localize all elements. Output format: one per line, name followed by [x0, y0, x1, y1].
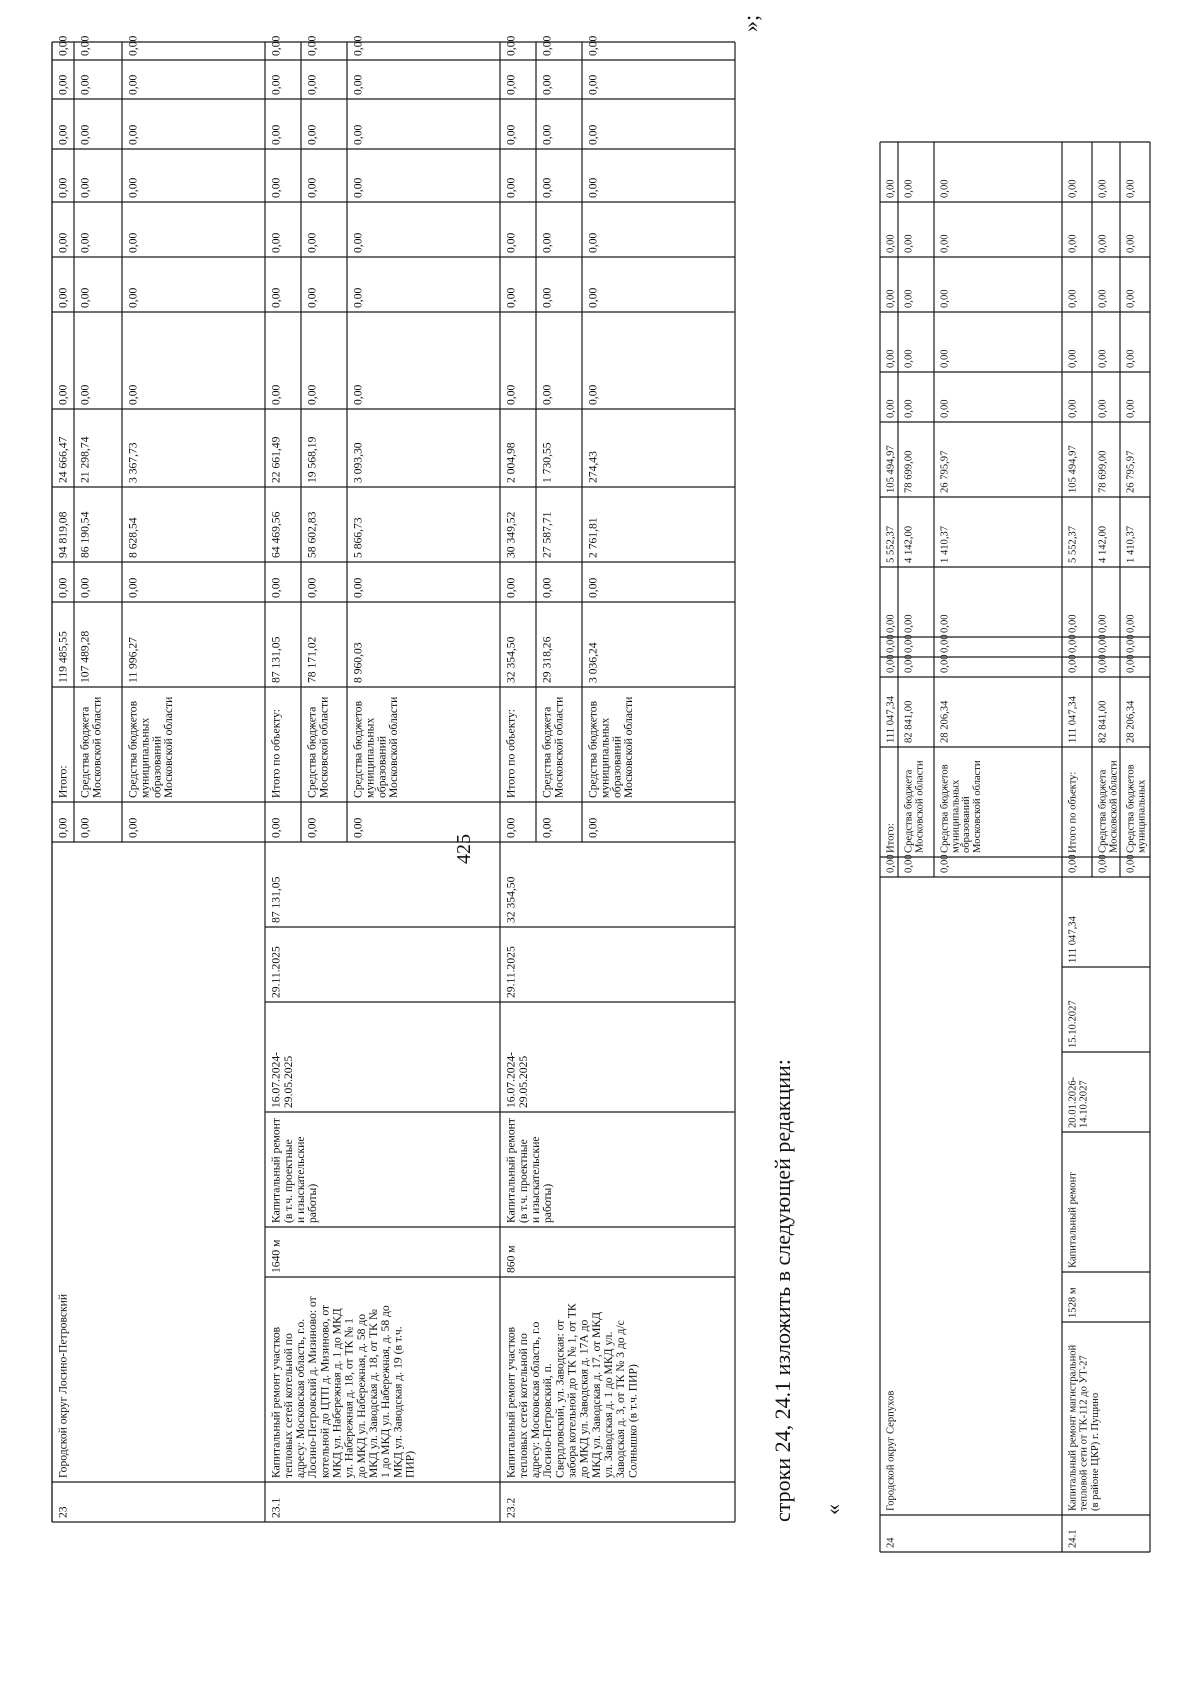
funding-amount: 0,00: [939, 179, 951, 198]
completion-date: 15.10.2027: [1067, 1000, 1079, 1048]
municipality-name: Городской округ Серпухов: [885, 1390, 897, 1511]
funding-amount: 0,00: [939, 399, 951, 418]
funding-amount: 0,00: [540, 287, 554, 308]
funding-amount: 0,00: [1097, 289, 1109, 308]
funding-amount: 0,00: [1067, 234, 1079, 253]
funding-amount: 2 004,98: [504, 442, 518, 483]
funding-amount: 0,00: [1125, 289, 1137, 308]
funding-amount: 0,00: [78, 74, 92, 95]
funding-amount: 0,00: [126, 287, 140, 308]
funding-amount: 0,00: [586, 384, 600, 405]
funding-amount: 0,00: [56, 287, 70, 308]
funding-amount: 0,00: [504, 577, 518, 598]
remaining-value: 0,00: [1125, 854, 1137, 873]
funding-amount: 3 093,30: [351, 442, 365, 483]
funding-amount: 0,00: [305, 74, 319, 95]
funding-amount: 0,00: [351, 35, 365, 56]
funding-amount: 0,00: [885, 289, 897, 308]
object-length: 860 м: [504, 1245, 518, 1273]
funding-amount: 26 795,97: [1125, 450, 1137, 493]
amendment-heading: строки 24, 24.1 изложить в следующей редакции:: [770, 1059, 795, 1522]
funding-amount: 0,00: [351, 74, 365, 95]
funding-amount: 0,00: [1067, 349, 1079, 368]
funding-amount: 1 730,55: [540, 442, 554, 483]
funding-amount: 4 142,00: [1097, 525, 1109, 563]
funding-amount: 0,00: [903, 289, 915, 308]
funding-amount: 0,00: [1097, 399, 1109, 418]
funding-amount: 0,00: [939, 349, 951, 368]
funding-amount: 19 568,19: [305, 436, 319, 483]
funding-amount: 274,43: [586, 451, 600, 483]
funding-amount: 0,00: [56, 124, 70, 145]
funding-amount: 0,00: [305, 232, 319, 253]
funding-amount: 0,00: [504, 287, 518, 308]
work-type: Капитальный ремонт(в т.ч. проектныеи изыскательскиеработы): [269, 1118, 320, 1223]
funding-amount: 0,00: [504, 74, 518, 95]
funding-source-label: Средства бюджетовмуниципальныхобразованийМосковской области: [939, 760, 984, 853]
remaining-value: 0,00: [504, 817, 518, 838]
funding-amount: 111 047,34: [885, 696, 897, 743]
funding-amount: 0,00: [1125, 349, 1137, 368]
funding-amount: 0,00: [269, 287, 283, 308]
funding-amount: 0,00: [78, 577, 92, 598]
funding-amount: 0,00: [903, 179, 915, 198]
object-length: 1528 м: [1067, 1287, 1079, 1318]
funding-amount: 0,00: [1067, 289, 1079, 308]
funding-amount: 0,00: [586, 35, 600, 56]
funding-source-label: Средства бюджетовмуниципальныхобразованийМосковской области: [351, 696, 401, 798]
remaining-value: 0,00: [126, 817, 140, 838]
funding-amount: 30 349,52: [504, 511, 518, 558]
funding-amount: 4 142,00: [903, 525, 915, 563]
remaining-value: 0,00: [305, 817, 319, 838]
funding-amount: 0,00: [885, 234, 897, 253]
funding-amount: 0,00: [1097, 234, 1109, 253]
funding-amount: 11 996,27: [126, 637, 140, 683]
funding-amount: 0,00: [586, 577, 600, 598]
funding-amount: 1 410,37: [939, 525, 951, 563]
funding-amount: 0,00: [305, 177, 319, 198]
funding-amount: 0,00: [78, 384, 92, 405]
funding-source-label: Средства бюджетовмуниципальныхобразованийМосковской области: [586, 696, 636, 798]
open-quote: «: [820, 1504, 845, 1515]
funding-amount: 64 469,56: [269, 511, 283, 558]
funding-amount: 0,00: [504, 384, 518, 405]
funding-amount: 0,00: [1125, 634, 1137, 653]
funding-amount: 0,00: [78, 232, 92, 253]
funding-amount: 21 298,74: [78, 436, 92, 483]
funding-amount: 0,00: [586, 124, 600, 145]
funding-source-label: Итого:: [885, 823, 897, 853]
object-description: Капитальный ремонт участковтепловых сетей котельной поадресу: Московская область, г.о.Лосино-Петровский д. Мизиново: откотельной до ЦТП д. Мизиново, отМКД ул. Набережная д. 1 до МКДул. Набережная д. 18, от ТК № 1до МКД ул. Набережная, д. 58 доМКД ул. Заводская д. 18, от ТК №1 до МКД ул. Набережная, д. 58 доМКД ул. Заводская д. 19 (в т.ч.ПИР): [269, 1296, 417, 1478]
funding-amount: 22 661,49: [269, 436, 283, 483]
remaining-value: 0,00: [939, 854, 951, 873]
remaining-value: 0,00: [1067, 854, 1079, 873]
page-number: 425: [453, 834, 475, 864]
funding-amount: 0,00: [504, 177, 518, 198]
funding-amount: 0,00: [269, 232, 283, 253]
funding-amount: 0,00: [126, 577, 140, 598]
funding-amount: 107 489,28: [78, 630, 92, 683]
funding-amount: 8 628,54: [126, 517, 140, 558]
funding-amount: 0,00: [1097, 634, 1109, 653]
funding-amount: 0,00: [1067, 654, 1079, 673]
funding-amount: 0,00: [540, 35, 554, 56]
funding-amount: 0,00: [1067, 634, 1079, 653]
funding-amount: 0,00: [56, 35, 70, 56]
funding-amount: 0,00: [126, 177, 140, 198]
funding-source-label: Итого по объекту:: [1067, 771, 1079, 853]
funding-amount: 0,00: [1067, 399, 1079, 418]
funding-source-label: Средства бюджетаМосковской области: [78, 696, 104, 798]
funding-amount: 105 494,97: [885, 445, 897, 493]
funding-amount: 28 206,34: [939, 700, 951, 743]
funding-amount: 0,00: [305, 384, 319, 405]
funding-amount: 0,00: [56, 74, 70, 95]
remaining-value: 0,00: [351, 817, 365, 838]
funding-source-label: Средства бюджетовмуниципальныхобразованийМосковской области: [126, 696, 176, 798]
funding-amount: 82 841,00: [1097, 700, 1109, 743]
funding-amount: 0,00: [885, 179, 897, 198]
row-number: 23: [56, 1506, 70, 1518]
funding-source-label: Итого:: [56, 765, 70, 798]
close-quote: »;: [738, 14, 763, 32]
funding-amount: 0,00: [269, 384, 283, 405]
funding-amount: 0,00: [269, 177, 283, 198]
funding-amount: 0,00: [885, 654, 897, 673]
funding-amount: 58 602,83: [305, 511, 319, 558]
funding-amount: 0,00: [903, 634, 915, 653]
funding-source-label: Средства бюджетаМосковской области: [305, 696, 331, 798]
remaining-value: 0,00: [78, 817, 92, 838]
funding-amount: 3 036,24: [586, 642, 600, 683]
funding-amount: 82 841,00: [903, 700, 915, 743]
remaining-value: 0,00: [903, 854, 915, 873]
funding-amount: 0,00: [126, 74, 140, 95]
funding-amount: 0,00: [903, 349, 915, 368]
work-type: Капитальный ремонт: [1067, 1172, 1079, 1268]
funding-amount: 0,00: [504, 124, 518, 145]
funding-amount: 0,00: [586, 74, 600, 95]
funding-amount: 87 131,05: [269, 636, 283, 683]
remaining-value: 0,00: [540, 817, 554, 838]
funding-source-label: Средства бюджетаМосковской области: [540, 696, 566, 798]
funding-amount: 0,00: [939, 654, 951, 673]
funding-amount: 8 960,03: [351, 642, 365, 683]
funding-amount: 0,00: [939, 289, 951, 308]
funding-amount: 0,00: [351, 124, 365, 145]
funding-amount: 28 206,34: [1125, 700, 1137, 743]
funding-amount: 0,00: [305, 577, 319, 598]
funding-amount: 0,00: [1097, 349, 1109, 368]
funding-amount: 5 552,37: [885, 525, 897, 563]
funding-amount: 0,00: [126, 232, 140, 253]
funding-amount: 0,00: [540, 384, 554, 405]
funding-amount: 0,00: [1067, 179, 1079, 198]
municipality-name: Городской округ Лосино-Петровский: [56, 1293, 70, 1478]
funding-amount: 0,00: [78, 124, 92, 145]
funding-source-label: Итого по объекту:: [504, 709, 518, 798]
funding-amount: 0,00: [351, 577, 365, 598]
work-type: Капитальный ремонт(в т.ч. проектныеи изыскательскиеработы): [504, 1118, 555, 1223]
funding-amount: 0,00: [939, 634, 951, 653]
funding-amount: 0,00: [305, 124, 319, 145]
funding-amount: 0,00: [903, 654, 915, 673]
funding-amount: 111 047,34: [1067, 696, 1079, 743]
funding-amount: 0,00: [1125, 399, 1137, 418]
funding-amount: 0,00: [351, 384, 365, 405]
remaining-value: 0,00: [269, 817, 283, 838]
funding-amount: 0,00: [1125, 179, 1137, 198]
funding-amount: 0,00: [351, 177, 365, 198]
funding-amount: 26 795,97: [939, 450, 951, 493]
funding-source-label: Средства бюджетаМосковской области: [903, 760, 926, 853]
row-number: 24: [885, 1537, 897, 1548]
funding-amount: 0,00: [269, 124, 283, 145]
work-period: 20.01.2026-14.10.2027: [1067, 1076, 1090, 1128]
funding-amount: 0,00: [939, 614, 951, 633]
funding-amount: 0,00: [540, 74, 554, 95]
funding-source-label: Итого по объекту:: [269, 709, 283, 798]
funding-amount: 0,00: [885, 399, 897, 418]
remaining-value: 0,00: [56, 817, 70, 838]
funding-amount: 0,00: [540, 124, 554, 145]
funding-amount: 78 171,02: [305, 636, 319, 683]
funding-amount: 0,00: [56, 232, 70, 253]
completion-date: 29.11.2025: [269, 946, 283, 998]
funding-amount: 0,00: [903, 614, 915, 633]
funding-amount: 32 354,50: [504, 636, 518, 683]
object-description: Капитальный ремонт магистральнойтепловой сети от ТК-112 до УТ-27(в районе ЦКР) г. Пущино: [1067, 1344, 1101, 1511]
funding-amount: 3 367,73: [126, 442, 140, 483]
funding-amount: 94 819,08: [56, 511, 70, 558]
funding-amount: 0,00: [351, 287, 365, 308]
funding-amount: 0,00: [269, 74, 283, 95]
funding-amount: 0,00: [56, 177, 70, 198]
object-cost: 111 047,34: [1067, 916, 1079, 963]
funding-amount: 78 699,00: [903, 450, 915, 493]
funding-amount: 0,00: [269, 35, 283, 56]
funding-source-label: Средства бюджетаМосковской области: [1097, 760, 1120, 853]
funding-amount: 0,00: [885, 614, 897, 633]
funding-amount: 0,00: [540, 232, 554, 253]
funding-amount: 105 494,97: [1067, 445, 1079, 493]
funding-amount: 0,00: [586, 232, 600, 253]
object-length: 1640 м: [269, 1239, 283, 1273]
funding-amount: 0,00: [1125, 234, 1137, 253]
row-number: 24.1: [1067, 1529, 1079, 1548]
funding-amount: 0,00: [269, 577, 283, 598]
funding-amount: 0,00: [351, 232, 365, 253]
funding-amount: 5 866,73: [351, 517, 365, 558]
funding-amount: 0,00: [126, 35, 140, 56]
funding-amount: 0,00: [1097, 179, 1109, 198]
object-description: Капитальный ремонт участковтепловых сетей котельной поадресу: Московская область, г.оЛосино-Петровский, п.Свердловский, ул. Заводская: отзабора котельной до ТК № 1, от ТКдо МКД ул. Заводская д. 17А доМКД ул. Заводская д. 17, от МКДул. Заводская д. 1 до МКД ул.Заводская д. 3, от ТК № 3 до д/сСолнышко (в т.ч. ПИР): [504, 1303, 640, 1478]
funding-amount: 0,00: [78, 287, 92, 308]
funding-source-label: Средства бюджетовмуниципальных: [1125, 764, 1148, 853]
object-cost: 87 131,05: [269, 876, 283, 923]
funding-amount: 0,00: [56, 384, 70, 405]
funding-amount: 0,00: [126, 384, 140, 405]
funding-amount: 0,00: [903, 399, 915, 418]
funding-amount: 0,00: [540, 577, 554, 598]
work-period: 16.07.2024-29.05.2025: [504, 1051, 530, 1108]
funding-amount: 0,00: [305, 35, 319, 56]
funding-amount: 0,00: [1125, 614, 1137, 633]
funding-amount: 86 190,54: [78, 511, 92, 558]
funding-amount: 0,00: [1097, 614, 1109, 633]
funding-amount: 27 587,71: [540, 511, 554, 558]
funding-amount: 29 318,26: [540, 636, 554, 683]
funding-amount: 119 485,55: [56, 631, 70, 683]
row-number: 23.1: [269, 1497, 283, 1518]
funding-amount: 0,00: [586, 287, 600, 308]
remaining-value: 0,00: [1097, 854, 1109, 873]
funding-amount: 2 761,81: [586, 517, 600, 558]
funding-amount: 0,00: [1067, 614, 1079, 633]
funding-amount: 0,00: [1097, 654, 1109, 673]
funding-amount: 78 699,00: [1097, 450, 1109, 493]
funding-amount: 0,00: [1125, 654, 1137, 673]
funding-amount: 0,00: [540, 177, 554, 198]
funding-amount: 0,00: [885, 349, 897, 368]
funding-amount: 0,00: [903, 234, 915, 253]
completion-date: 29.11.2025: [504, 946, 518, 998]
funding-amount: 0,00: [126, 124, 140, 145]
funding-amount: 0,00: [504, 232, 518, 253]
funding-amount: 0,00: [305, 287, 319, 308]
remaining-value: 0,00: [586, 817, 600, 838]
funding-amount: 24 666,47: [56, 436, 70, 483]
funding-amount: 1 410,37: [1125, 525, 1137, 563]
row-number: 23.2: [504, 1497, 518, 1518]
funding-amount: 0,00: [586, 177, 600, 198]
work-period: 16.07.2024-29.05.2025: [269, 1051, 295, 1108]
funding-amount: 0,00: [56, 577, 70, 598]
funding-amount: 5 552,37: [1067, 525, 1079, 563]
funding-amount: 0,00: [78, 177, 92, 198]
funding-amount: 0,00: [78, 35, 92, 56]
remaining-value: 0,00: [885, 854, 897, 873]
funding-amount: 0,00: [504, 35, 518, 56]
funding-amount: 0,00: [885, 634, 897, 653]
object-cost: 32 354,50: [504, 876, 518, 923]
funding-amount: 0,00: [939, 234, 951, 253]
